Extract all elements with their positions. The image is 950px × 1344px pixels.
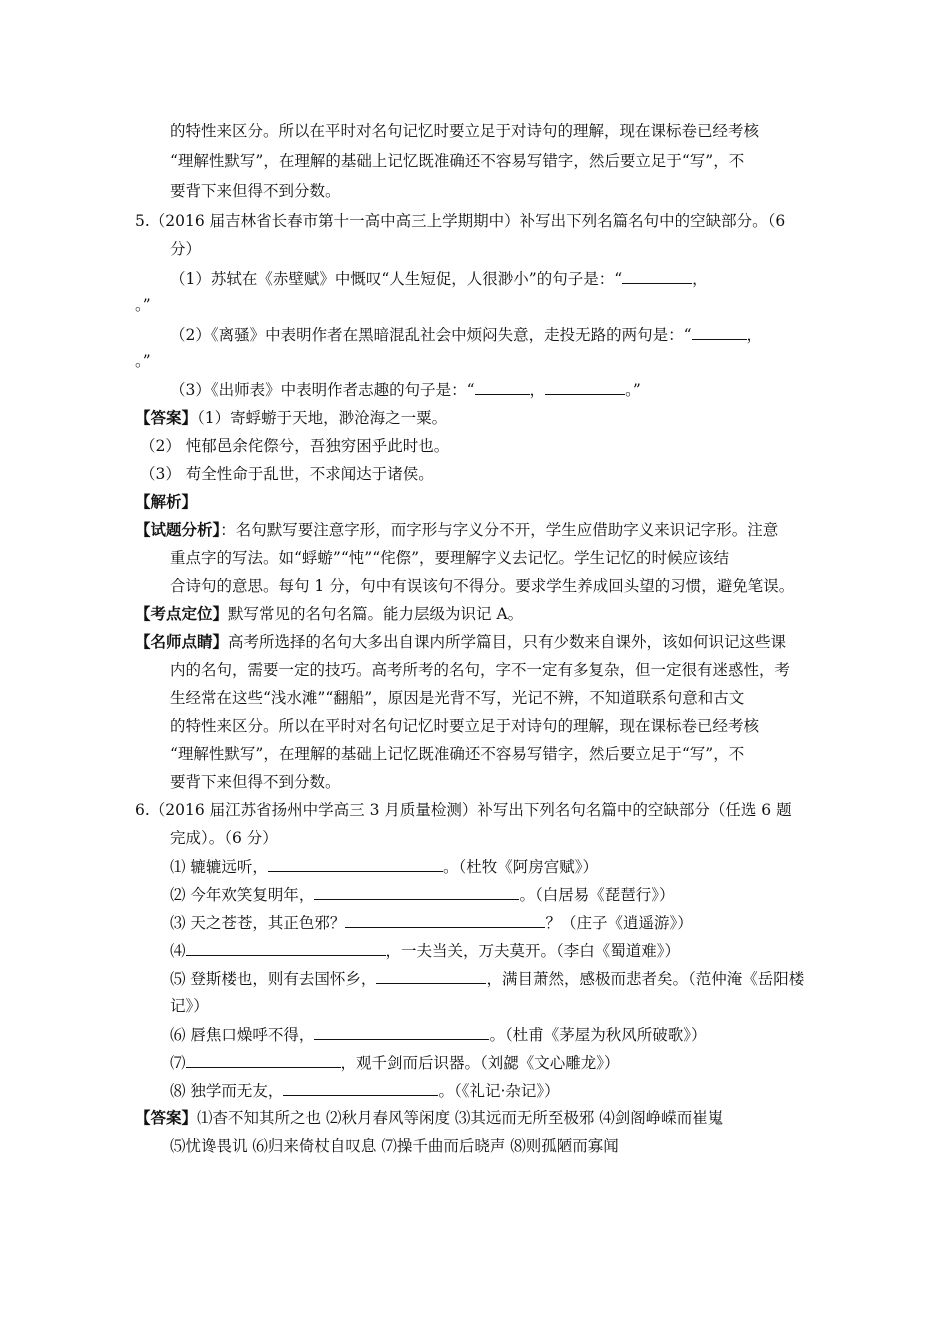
answer-blank [268,856,443,872]
q6-item-8: ⑻ 独学而无友， 。（《礼记·杂记》） [170,1082,560,1100]
answer-label: 【答案】 [135,1108,198,1127]
commentary-line: 要背下来但得不到分数。 [170,182,341,200]
kaodian-label: 【考点定位】 [135,604,229,623]
mingshi-line: 要背下来但得不到分数。 [170,773,341,791]
q5-item-2: （2）《离骚》中表明作者在黑暗混乱社会中烦闷失意，走投无路的两句是：“ ， [170,326,763,344]
question-6-header-cont: 完成）。（6 分） [170,829,278,847]
answer-blank [475,379,530,395]
q6-item-2: ⑵ 今年欢笑复明年， 。（白居易《琵琶行》） [170,886,675,904]
kaodian-line: 【考点定位】默写常见的名句名篇。能力层级为识记 A。 [135,604,524,623]
analysis-line: 【试题分析】：名句默写要注意字形，而字形与字义分不开，学生应借助字义来识记字形。注意 [135,520,779,539]
mingshi-label: 【名师点睛】 [135,632,229,651]
answer-label: 【答案】 [135,408,198,427]
answer-blank [692,324,747,340]
answer-blank [376,968,486,984]
question-5-header-cont: 分） [170,240,202,258]
q6-item-6: ⑹ 唇焦口燥呼不得， 。（杜甫《茅屋为秋风所破歌》） [170,1026,707,1044]
mingshi-line: 【名师点睛】高考所选择的名句大多出自课内所学篇目，只有少数来自课外，该如何识记这些课 [135,632,787,651]
analysis-label: 【解析】 [135,492,198,511]
analysis-sub-label: 【试题分析】 [135,520,221,539]
answer-blank [545,379,625,395]
mingshi-line: “理解性默写”，在理解的基础上记忆既准确还不容易写错字，然后要立足于“写”，不 [170,745,745,763]
answer-blank [283,1080,438,1096]
answer-blank [186,1052,341,1068]
mingshi-line: 的特性来区分。所以在平时对名句记忆时要立足于对诗句的理解，现在课标卷已经考核 [170,717,760,735]
mingshi-line: 内的名句，需要一定的技巧。高考所考的名句，字不一定有多复杂，但一定很有迷惑性，考 [170,661,791,679]
answer-blank [622,268,692,284]
answer-blank [345,912,545,928]
q6-item-5: ⑸ 登斯楼也，则有去国怀乡， ，满目萧然，感极而悲者矣。（范仲淹《岳阳楼 [170,970,805,988]
commentary-line: 的特性来区分。所以在平时对名句记忆时要立足于对诗句的理解，现在课标卷已经考核 [170,122,760,140]
answer-blank [186,940,386,956]
q6-item-4: ⑷ ，一夫当关，万夫莫开。（李白《蜀道难》） [170,942,681,960]
q5-answer-3: （3） 苟全性命于乱世，不求闻达于诸侯。 [140,465,434,483]
q5-item-1-end: 。” [135,296,151,314]
q5-item-1: （1）苏轼在《赤壁赋》中慨叹“人生短促，人很渺小”的句子是：“ ， [170,270,708,288]
q6-answer: 【答案】⑴杳不知其所之也 ⑵秋月春风等闲度 ⑶其远而无所至极邪 ⑷剑阁峥嵘而崔嵬 [135,1108,724,1127]
q6-item-7: ⑺ ，观千剑而后识器。（刘勰《文心雕龙》） [170,1054,620,1072]
q6-answer-cont: ⑸忧谗畏讥 ⑹归来倚杖自叹息 ⑺操千曲而后晓声 ⑻则孤陋而寡闻 [170,1137,619,1155]
answer-blank [314,884,519,900]
q5-item-3: （3）《出师表》中表明作者志趣的句子是：“ ， 。” [170,381,641,399]
analysis-line: 合诗句的意思。每句 1 分，句中有误该句不得分。要求学生养成回头望的习惯，避免笔误。 [170,577,795,595]
q5-answer: 【答案】（1）寄蜉蝣于天地，渺沧海之一粟。 [135,408,448,427]
q6-item-5-cont: 记》） [170,997,209,1015]
q5-answer-2: （2） 忳郁邑余侘傺兮，吾独穷困乎此时也。 [140,437,450,455]
q6-item-3: ⑶ 天之苍苍，其正色邪？ ？（庄子《逍遥游》） [170,914,693,932]
commentary-line: “理解性默写”，在理解的基础上记忆既准确还不容易写错字，然后要立足于“写”，不 [170,152,745,170]
q6-item-1: ⑴ 辘辘远听， 。（杜牧《阿房宫赋》） [170,858,598,876]
question-5-header: 5.（2016 届吉林省长春市第十一高中高三上学期期中）补写出下列名篇名句中的空缺部分。（6 [135,212,786,230]
analysis-line: 重点字的写法。如“蜉蝣”“忳”“侘傺”，要理解字义去记忆。学生记忆的时候应该结 [170,549,730,567]
mingshi-line: 生经常在这些“浅水滩”“翻船”，原因是光背不写，光记不辨，不知道联系句意和古文 [170,689,745,707]
q5-item-2-end: 。” [135,352,151,370]
answer-blank [314,1024,489,1040]
question-6-header: 6.（2016 届江苏省扬州中学高三 3 月质量检测）补写出下列名句名篇中的空缺部分（任选 6 题 [135,801,792,819]
